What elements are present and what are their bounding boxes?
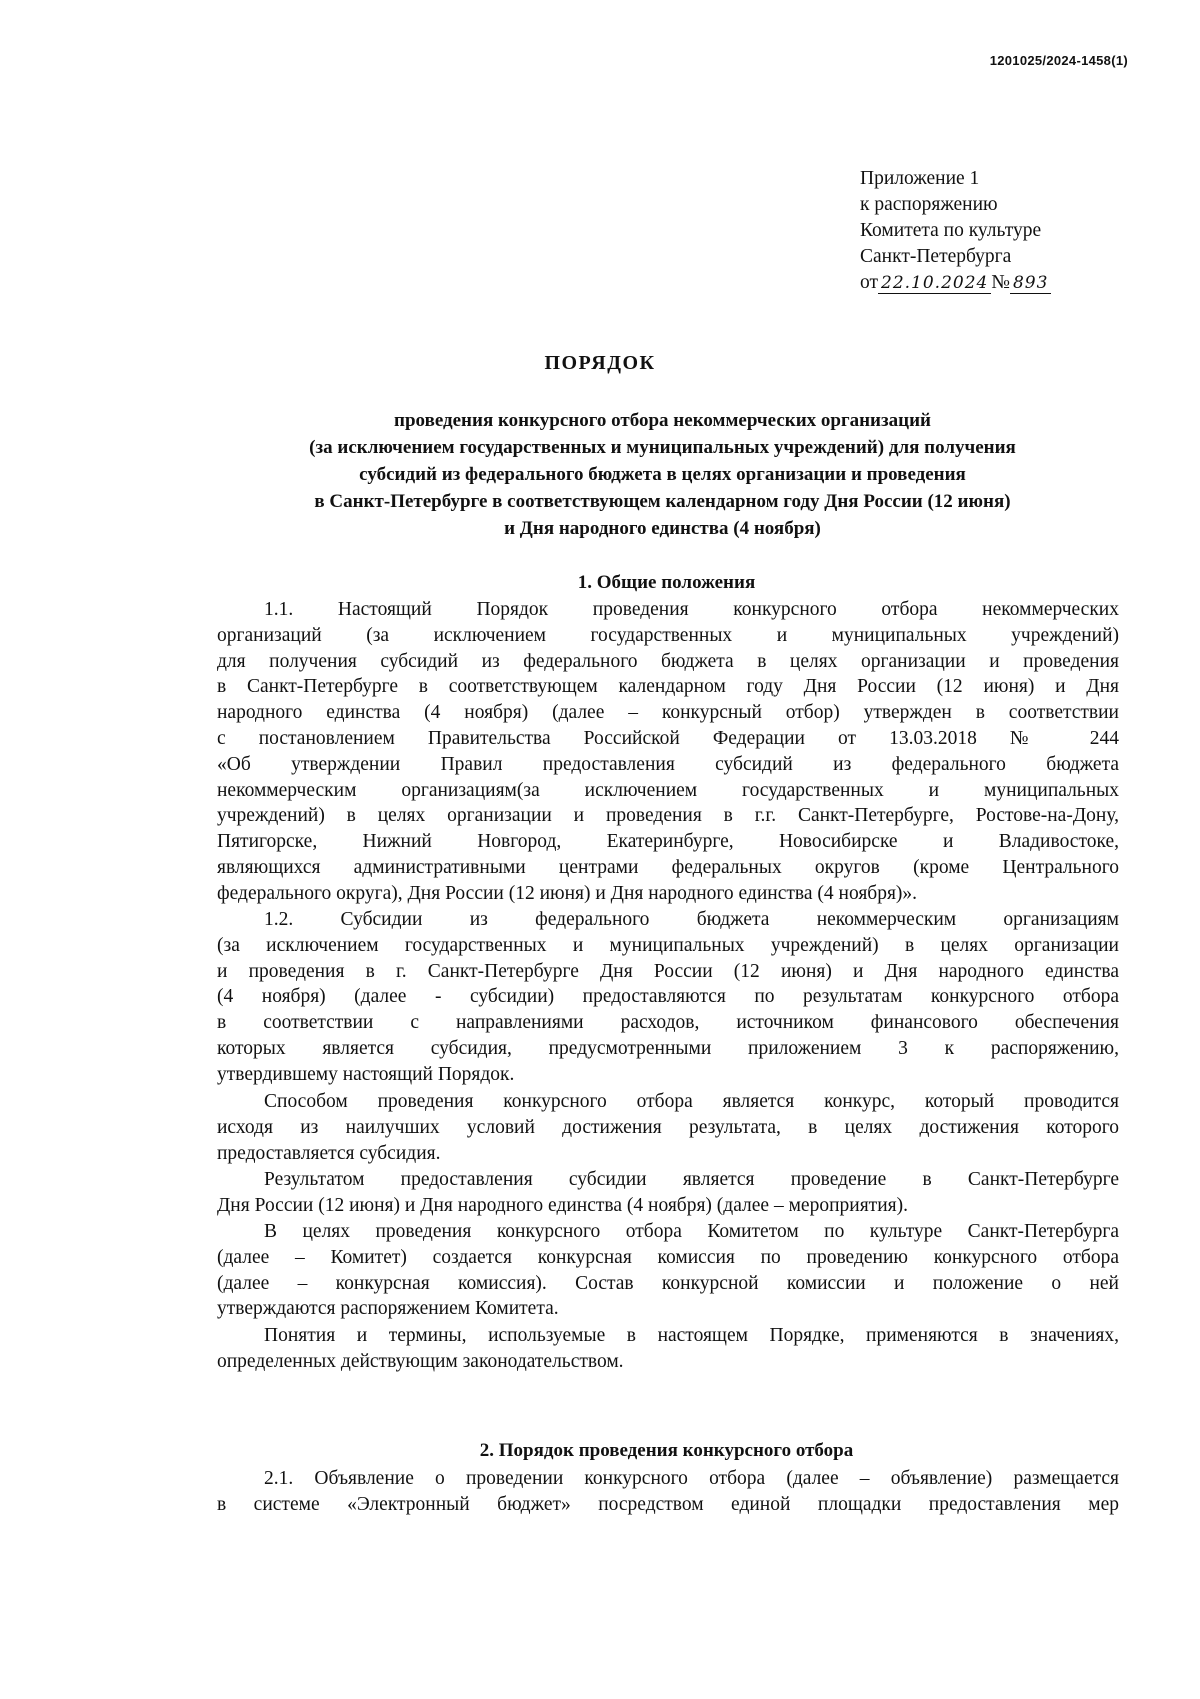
text-line: (далее – конкурсная комиссия). Состав конкурсной комиссии и положение о ней — [217, 1272, 1119, 1294]
text-line: в системе «Электронный бюджет» посредством единой площадки предоставления мер — [217, 1493, 1119, 1515]
text-line: Понятия и термины, используемые в настоящем Порядке, применяются в значениях, — [264, 1325, 1119, 1346]
subtitle-line: (за исключением государственных и муниципальных учреждений) для получения — [309, 437, 1016, 458]
subtitle-line: и Дня народного единства (4 ноября) — [504, 518, 821, 539]
paragraph-1-2 — [217, 907, 1119, 1088]
text-line: В целях проведения конкурсного отбора Комитетом по культуре Санкт-Петербурга — [264, 1221, 1119, 1242]
text-line: федерального округа), Дня России (12 июня) и Дня народного единства (4 ноября)». — [217, 882, 918, 904]
text-line: народного единства (4 ноября) (далее – конкурсный отбор) утвержден в соответствии — [217, 702, 1119, 724]
text-line: некоммерческим организациям(за исключением государственных и муниципальных — [217, 779, 1119, 801]
text-line: (4 ноября) (далее - субсидии) предоставляются по результатам конкурсного отбора — [217, 986, 1119, 1008]
text-line: Дня России (12 июня) и Дня народного единства (4 ноября) (далее – мероприятия). — [217, 1194, 908, 1216]
paragraph-1-commission — [217, 1219, 1119, 1322]
section-2-heading: 2. Порядок проведения конкурсного отбора — [479, 1440, 854, 1461]
document-registration-number: 1201025/2024-1458(1) — [989, 53, 1128, 68]
text-line: предоставляется субсидия. — [217, 1142, 441, 1164]
text-line: утвердившему настоящий Порядок. — [217, 1063, 515, 1085]
annex-line: Комитета по культуре — [860, 220, 1042, 241]
annex-line: Санкт-Петербурга — [860, 246, 1012, 267]
text-line: организаций (за исключением государственных и муниципальных учреждений) — [217, 624, 1119, 646]
paragraph-1-result — [217, 1167, 1119, 1219]
annex-date-line — [860, 270, 1051, 296]
document-title: ПОРЯДОК — [544, 352, 656, 374]
text-line: Пятигорске, Нижний Новгород, Екатеринбурге, Новосибирске и Владивостоке, — [217, 831, 1119, 853]
text-line: (за исключением государственных и муниципальных учреждений) в целях организации — [217, 934, 1119, 956]
paragraph-1-1 — [217, 597, 1119, 907]
text-line: (далее – Комитет) создается конкурсная комиссия по проведению конкурсного отбора — [217, 1246, 1119, 1268]
text-line: являющихся административными центрами федеральных округов (кроме Центрального — [217, 856, 1119, 878]
annex-block — [860, 166, 1051, 296]
subtitle-line: в Санкт-Петербурге в соответствующем календарном году Дня России (12 июня) — [314, 491, 1011, 512]
text-line: определенных действующим законодательством. — [217, 1350, 624, 1372]
text-line: 1.2. Субсидии из федерального бюджета некоммерческим организациям — [264, 909, 1119, 930]
document-subtitle — [205, 407, 1120, 542]
text-line: «Об утверждении Правил предоставления субсидий из федерального бюджета — [217, 753, 1119, 775]
handwritten-date: 22.10.2024 — [878, 273, 991, 294]
text-line: 1.1. Настоящий Порядок проведения конкурсного отбора некоммерческих — [264, 599, 1119, 620]
text-line: Результатом предоставления субсидии является проведение в Санкт-Петербурге — [264, 1169, 1119, 1190]
subtitle-line: проведения конкурсного отбора некоммерческих организаций — [394, 410, 931, 431]
text-line: утверждаются распоряжением Комитета. — [217, 1298, 559, 1320]
text-line: с постановлением Правительства Российской Федерации от 13.03.2018 № 244 — [217, 727, 1119, 749]
text-line: и проведения в г. Санкт-Петербурге Дня России (12 июня) и Дня народного единства — [217, 960, 1119, 982]
text-line: Способом проведения конкурсного отбора является конкурс, который проводится — [264, 1091, 1119, 1112]
text-line: в соответствии с направлениями расходов, источником финансового обеспечения — [217, 1012, 1119, 1034]
text-line: которых является субсидия, предусмотренными приложением 3 к распоряжению, — [217, 1037, 1119, 1059]
text-line: 2.1. Объявление о проведении конкурсного отбора (далее – объявление) размещается — [264, 1468, 1119, 1489]
paragraph-2-1 — [217, 1466, 1119, 1518]
text-line: исходя из наилучших условий достижения результата, в целях достижения которого — [217, 1116, 1119, 1138]
section-1-heading: 1. Общие положения — [577, 572, 756, 593]
text-line: учреждений) в целях организации и проведения в г.г. Санкт-Петербурге, Ростове-на-Дону, — [217, 805, 1119, 827]
paragraph-1-method — [217, 1089, 1119, 1166]
annex-line: к распоряжению — [860, 194, 998, 215]
handwritten-number: 893 — [1010, 273, 1051, 294]
text-line: для получения субсидий из федерального бюджета в целях организации и проведения — [217, 650, 1119, 672]
text-line: в Санкт-Петербурге в соответствующем календарном году Дня России (12 июня) и Дня — [217, 676, 1119, 698]
annex-number-prefix: № — [991, 272, 1010, 293]
annex-date-prefix: от — [860, 272, 879, 293]
subtitle-line: субсидий из федерального бюджета в целях организации и проведения — [359, 464, 966, 485]
annex-line: Приложение 1 — [860, 168, 980, 189]
paragraph-1-terms — [217, 1323, 1119, 1375]
